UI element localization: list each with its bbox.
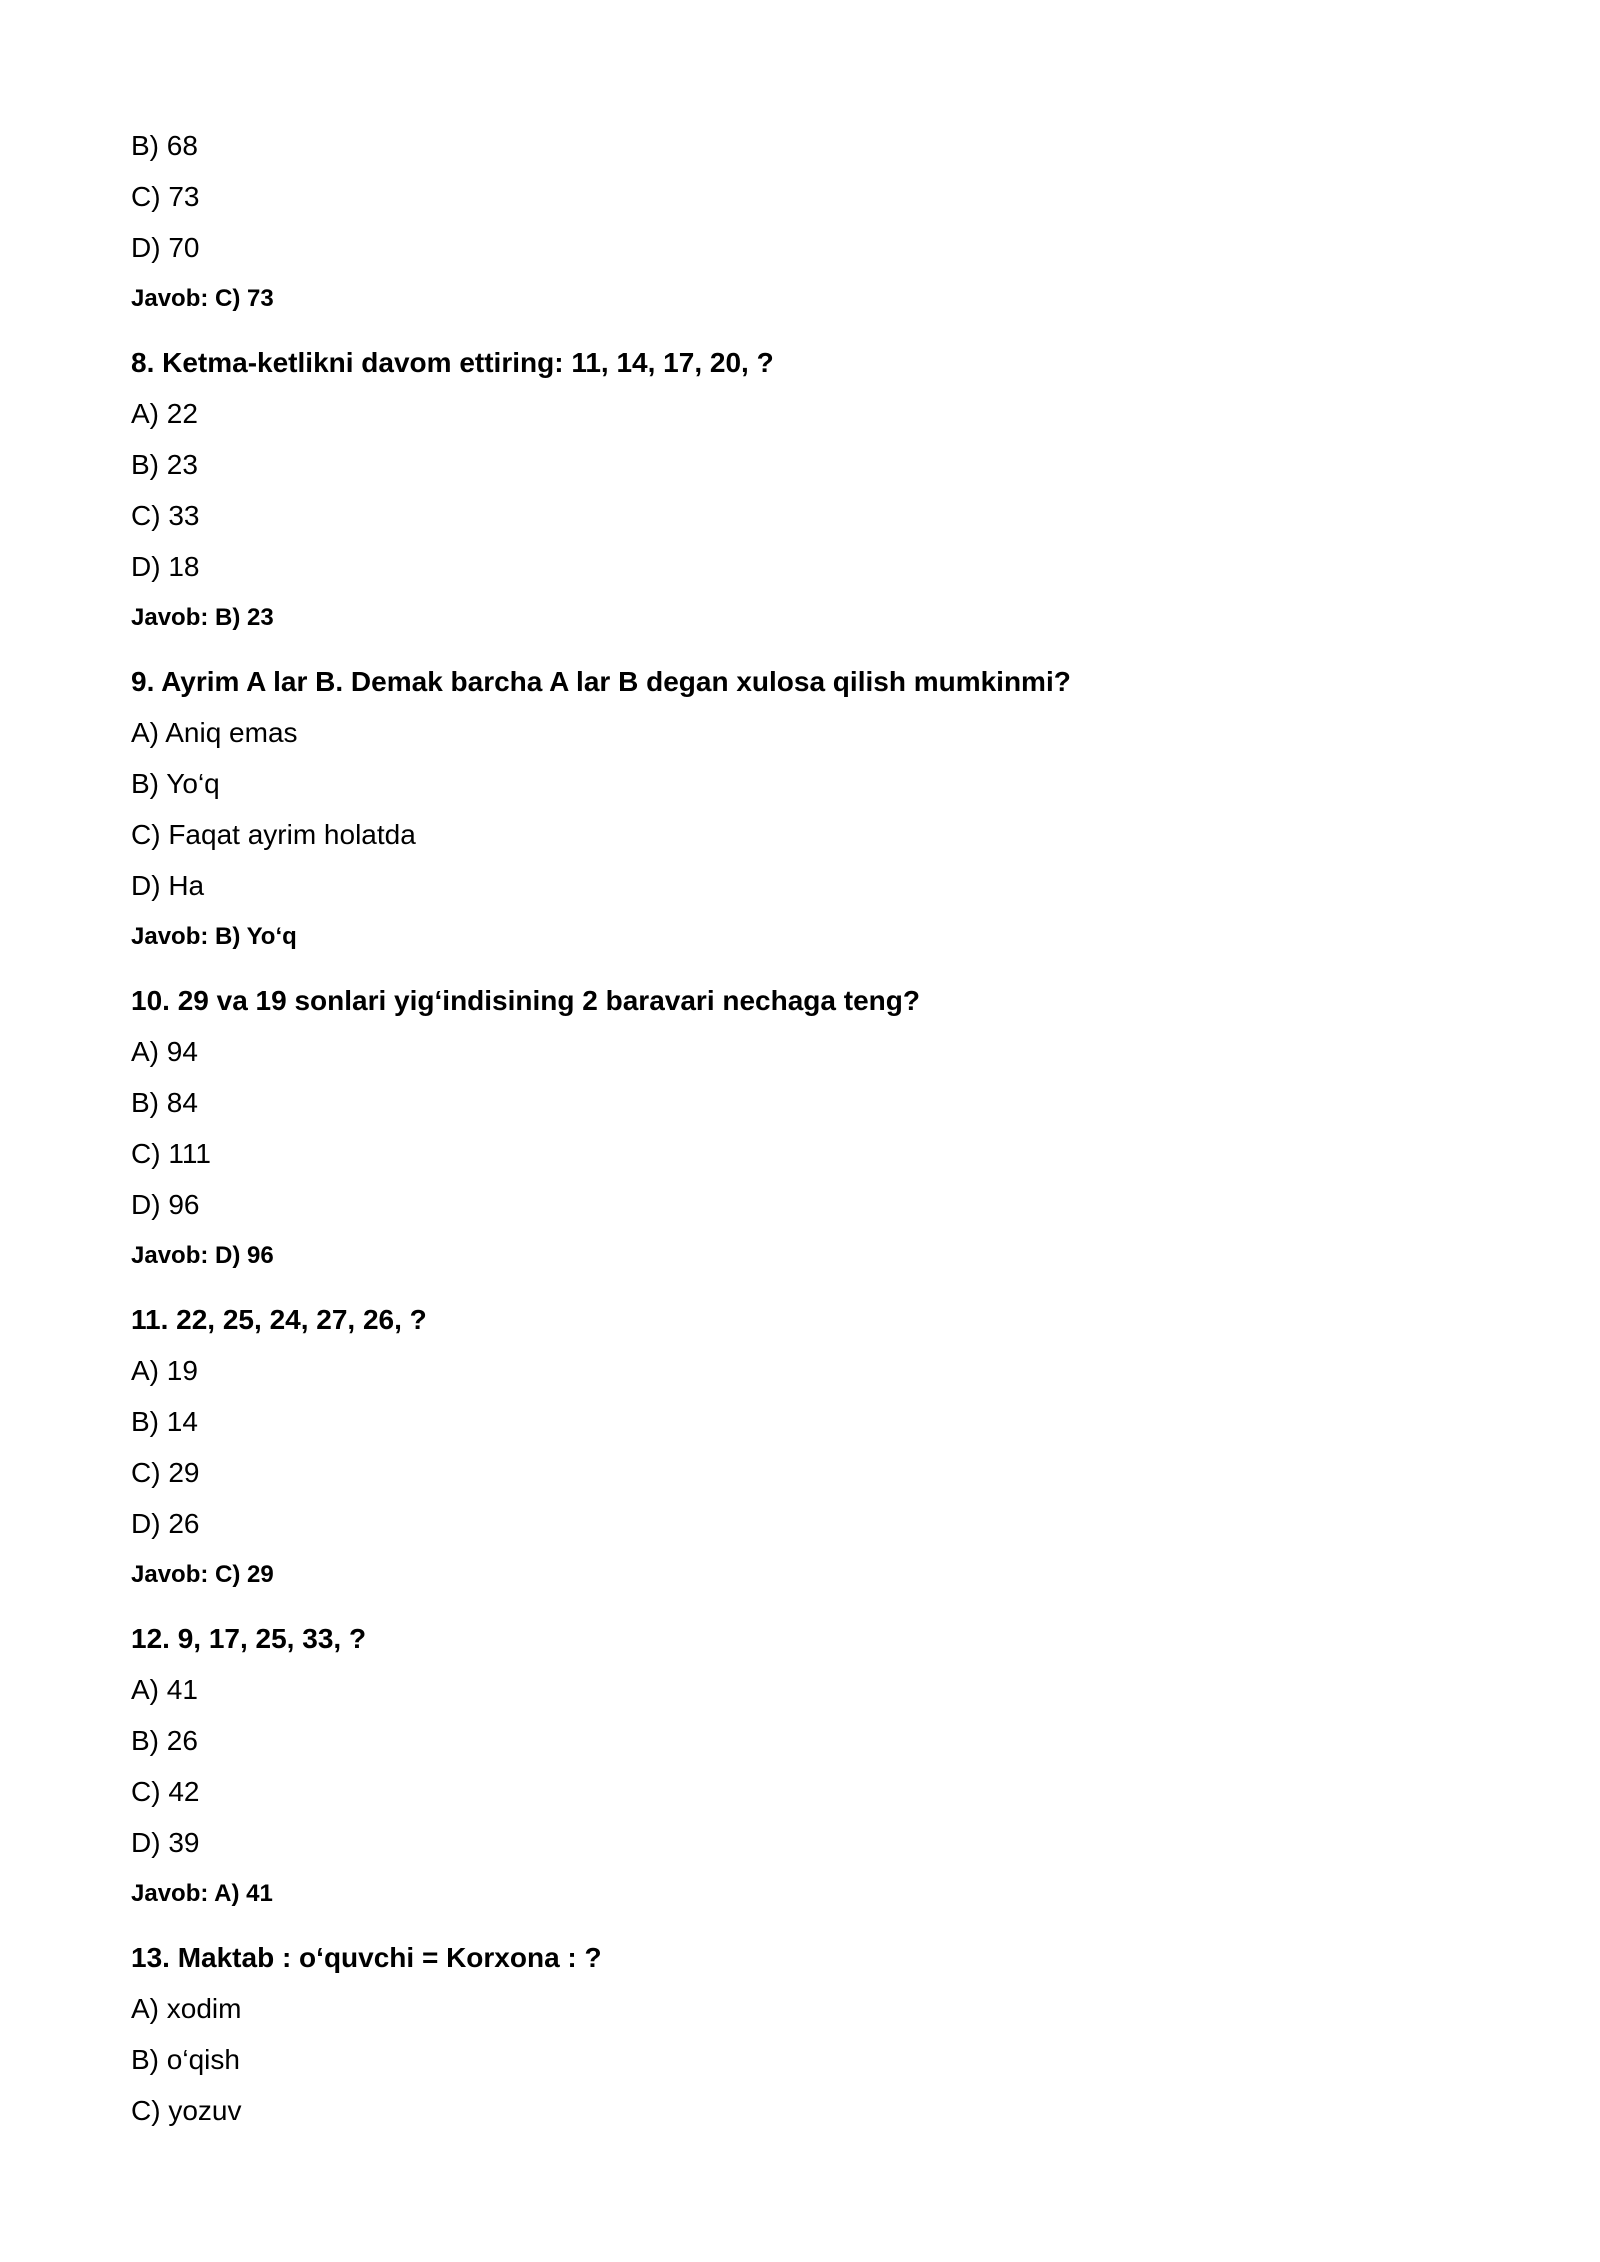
question-block-9: [131, 656, 1471, 975]
option-d: D) 70: [131, 232, 200, 263]
answer-line: Javob: C) 73: [131, 285, 274, 312]
option-c: C) Faqat ayrim holatda: [131, 819, 416, 850]
option-c: C) 29: [131, 1457, 200, 1488]
option-d: D) Ha: [131, 870, 205, 901]
option-b: B) 14: [131, 1406, 198, 1437]
option-a: A) 94: [131, 1036, 198, 1067]
answer-line: Javob: C) 29: [131, 1561, 274, 1588]
option-b: B) 26: [131, 1725, 198, 1756]
question-text: 8. Ketma-ketlikni davom ettiring: 11, 14, 17, 20, ?: [131, 347, 774, 378]
answer-line: Javob: B) Yo‘q: [131, 923, 297, 950]
question-block-8: [131, 337, 1471, 656]
option-d: D) 39: [131, 1827, 200, 1858]
option-c: C) 33: [131, 500, 200, 531]
question-text: 12. 9, 17, 25, 33, ?: [131, 1623, 367, 1654]
option-b: B) 23: [131, 449, 198, 480]
option-a: A) Aniq emas: [131, 717, 298, 748]
option-c: C) 73: [131, 181, 200, 212]
question-block-12: [131, 1613, 1471, 1932]
option-b: B) 84: [131, 1087, 198, 1118]
option-a: A) 22: [131, 398, 198, 429]
option-a: A) 19: [131, 1355, 198, 1386]
option-c: C) 111: [131, 1138, 211, 1169]
answer-line: Javob: A) 41: [131, 1880, 273, 1907]
option-c: C) 42: [131, 1776, 200, 1807]
quiz-document: [131, 120, 1471, 2136]
answer-line: Javob: D) 96: [131, 1242, 274, 1269]
option-b: B) 68: [131, 130, 198, 161]
question-block-7-tail: [131, 120, 1471, 337]
option-b: B) Yo‘q: [131, 768, 220, 799]
option-a: A) xodim: [131, 1993, 242, 2024]
option-b: B) o‘qish: [131, 2044, 240, 2075]
question-block-11: [131, 1294, 1471, 1613]
question-block-10: [131, 975, 1471, 1294]
option-d: D) 96: [131, 1189, 200, 1220]
question-block-13: [131, 1932, 1471, 2136]
question-text: 10. 29 va 19 sonlari yig‘indisining 2 baravari nechaga teng?: [131, 985, 920, 1016]
question-text: 9. Ayrim A lar B. Demak barcha A lar B degan xulosa qilish mumkinmi?: [131, 666, 1071, 697]
question-text: 13. Maktab : o‘quvchi = Korxona : ?: [131, 1942, 602, 1973]
question-text: 11. 22, 25, 24, 27, 26, ?: [131, 1304, 427, 1335]
option-c: C) yozuv: [131, 2095, 242, 2126]
answer-line: Javob: B) 23: [131, 604, 274, 631]
option-d: D) 18: [131, 551, 200, 582]
option-d: D) 26: [131, 1508, 200, 1539]
option-a: A) 41: [131, 1674, 198, 1705]
